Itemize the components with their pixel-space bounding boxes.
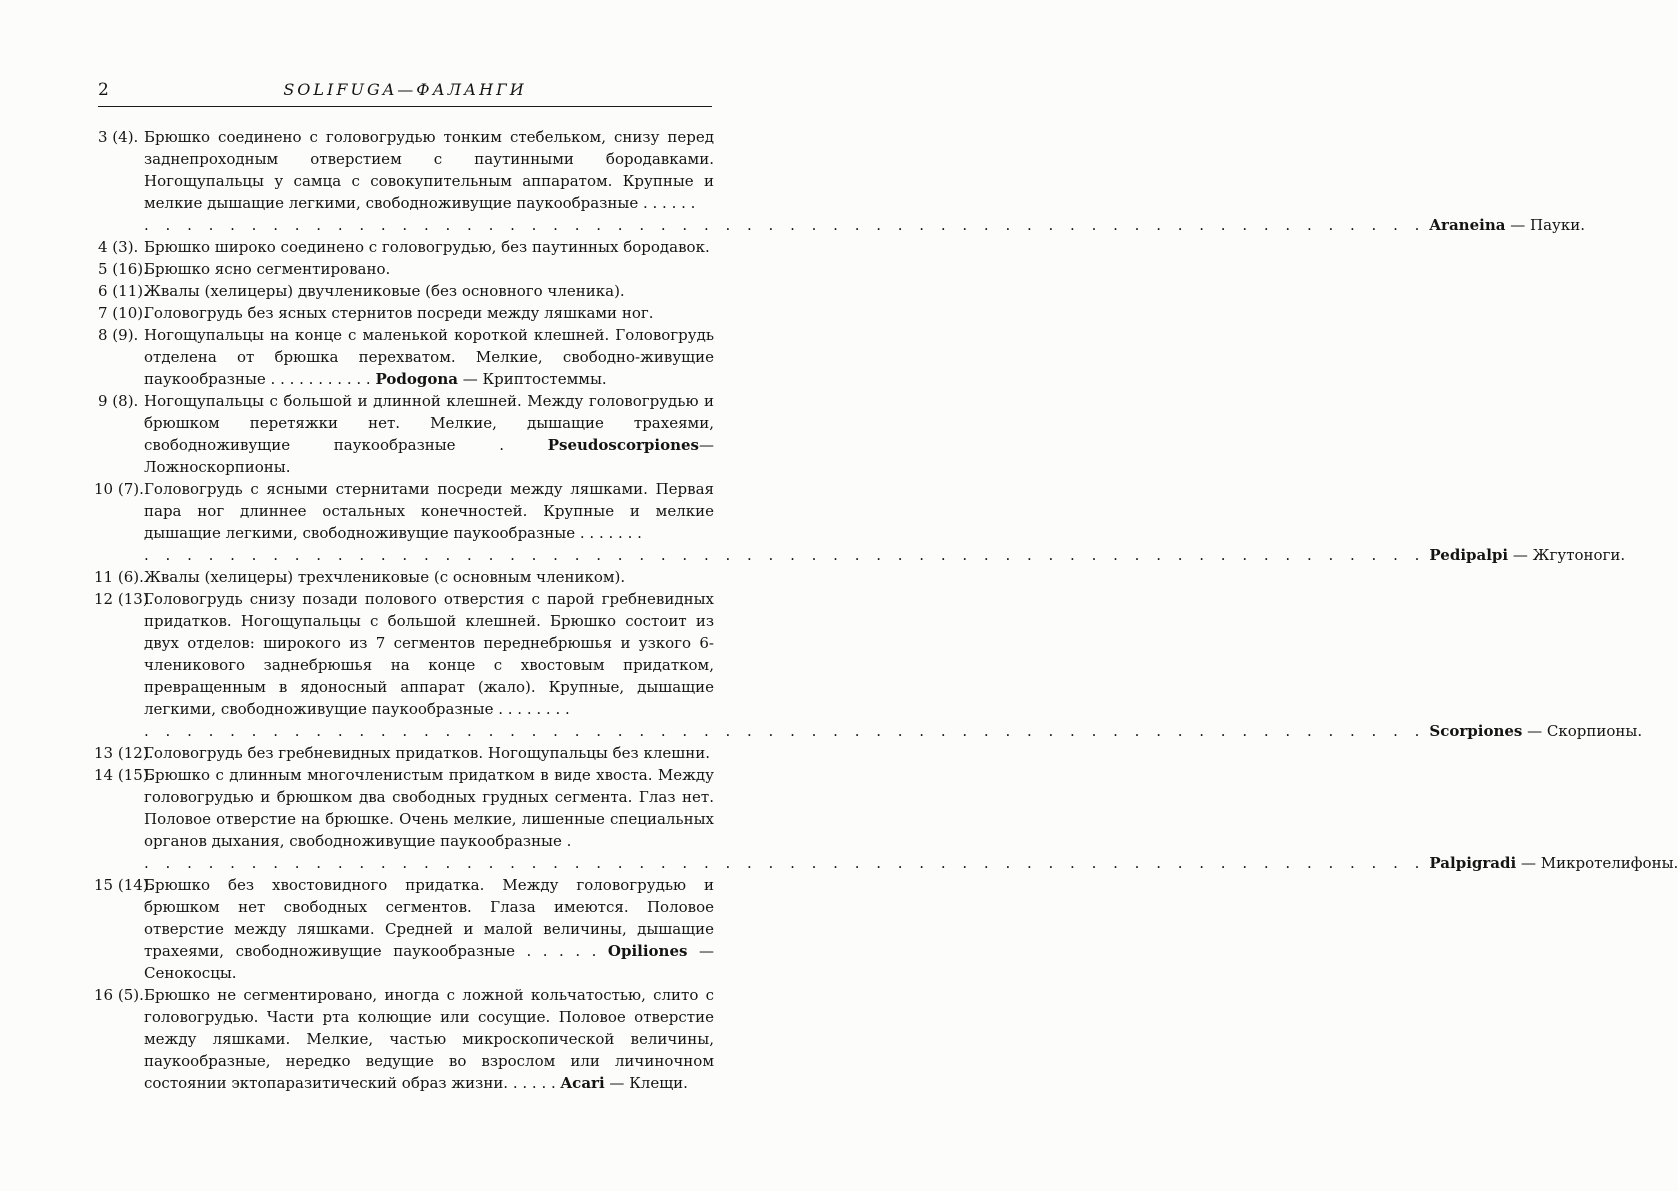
key-entry-13 [94,742,714,764]
entry-number: 15 (14). [94,876,154,894]
taxon-name: Scorpiones [1429,722,1523,740]
dot-leader: . . . . . . . . . . . . . . . . . . . . . . . . . . . . . . . . . . . . . . . . . . . . . . . . . . . . . . . . . . . . [144,722,1426,740]
taxon-common-name: Жгутоноги. [1532,546,1626,564]
taxon-name: Pedipalpi [1429,546,1509,564]
key-entry-8: 8 (9). Ногощупальцы на конце с маленькой короткой клешней. Головогрудь отделена от брюшка перехватом. Мелкие, свободно-живущие паукообразные . . . . . . . . . . . Podogona — Криптостеммы. [98,326,714,388]
key-entry-14 [94,764,1678,874]
page-number: 2 [98,80,109,100]
key-entry-16: 16 (5). Брюшко не сегментировано, иногда с ложной кольчатостью, слито с головогрудью. Части рта колющие или сосущие. Половое отверстие между ляшками. Мелкие, частью микроскопической величины, паукообразные, нередко ведущие во взрослом или личиночном состоянии эктопаразитический образ жизни. . . . . . Acari — Клещи. [94,986,714,1092]
entry-number: 12 (13). [94,590,154,608]
key-entry-5 [98,258,714,280]
entry-number: 13 (12). [94,744,154,762]
entry-text: Жвалы (хелицеры) трехчлениковые (с основным члеником). [144,568,626,586]
entry-number: 11 (6). [94,568,144,586]
taxon-name: Podogona [375,370,458,388]
key-entry-11 [94,566,714,588]
running-head: SOLIFUGA—ФАЛАНГИ [283,80,527,99]
taxon-line: . . . . . . . . . . . . . . . . . . . . . . . . . . . . . . . . . . . . . . . . . . . . . . . . . . . . . . . . . . . . Araneina — Пауки. [144,216,1585,234]
entry-number: 3 (4). [98,128,139,146]
key-entry-15: 15 (14). Брюшко без хвостовидного придатка. Между головогрудью и брюшком нет свободных сегментов. Глаза имеются. Половое отверстие между ляшками. Средней и малой величины, дышащие трахеями, свободноживущие паукообразные . . . . . Opiliones — Сенокосцы. [94,876,714,982]
taxon-common-name: Ложноскорпионы. [144,458,291,476]
key-entry-3 [98,126,1585,236]
entry-text: Головогрудь без ясных стернитов посреди между ляшками ног. [144,304,654,322]
entry-number: 5 (16). [98,260,148,278]
taxon-line: . . . . . . . . . . . . . . . . . . . . . . . . . . . . . . . . . . . . . . . . . . . . . . . . . . . . . . . . . . . . Scorpiones — Скорпионы. [144,722,1643,740]
taxon-name: Opiliones [607,942,688,960]
key-entry-6 [98,280,714,302]
taxon-common-name: Сенокосцы. [144,964,237,982]
entry-number: 14 (15). [94,766,154,784]
entry-text: Ногощупальцы с большой и длинной клешней. Между головогрудью и брюшком перетяжки нет. Мелкие, дышащие трахеями, свободноживущие паукообразные . [144,392,714,454]
taxon-line: . . . . . . . . . . . . . . . . . . . . . . . . . . . . . . . . . . . . . . . . . . . . . . . . . . . . . . . . . . . . Pedipalpi — Жгутоноги. [144,546,1626,564]
identification-key [94,126,1678,1094]
entry-text: Ногощупальцы на конце с маленькой короткой клешней. Головогрудь отделена от брюшка перехватом. Мелкие, свободно-живущие паукообразные . . . . . . . . . . . [144,326,714,388]
entry-number: 16 (5). [94,986,144,1004]
taxon-name: Pseudoscorpiones [547,436,699,454]
entry-text: Жвалы (хелицеры) двучлениковые (без основного членика). [144,282,625,300]
key-entry-12 [94,588,1643,742]
entry-number: 8 (9). [98,326,139,344]
entry-text: Головогрудь без гребневидных придатков. Ногощупальцы без клешни. [144,744,710,762]
taxon-common-name: Микротелифоны. [1540,854,1678,872]
entry-number: 4 (3). [98,238,139,256]
taxon-common-name: Пауки. [1530,216,1585,234]
key-entry-4 [98,236,714,258]
dot-leader: . . . . . . . . . . . . . . . . . . . . . . . . . . . . . . . . . . . . . . . . . . . . . . . . . . . . . . . . . . . . [144,216,1426,234]
taxon-name: Acari [560,1074,605,1092]
entry-text: Брюшко соединено с головогрудью тонким стебельком, снизу перед заднепроходным отверстием с паутинными бородавками. Ногощупальцы у самца с совокупительным аппаратом. Крупные и мелкие дышащие легкими, свободноживущие паукообразные . . . . . . [144,128,714,212]
entry-number: 7 (10). [98,304,148,322]
entry-text: Брюшко широко соединено с головогрудью, без паутинных бородавок. [144,238,710,256]
key-entry-10 [94,478,1626,566]
entry-number: 10 (7). [94,480,144,498]
header-rule [98,106,712,107]
entry-number: 6 (11). [98,282,148,300]
entry-number: 9 (8). [98,392,139,410]
taxon-common-name: Скорпионы. [1546,722,1643,740]
entry-text: Брюшко с длинным многочленистым придатком в виде хвоста. Между головогрудью и брюшком два свободных грудных сегмента. Глаз нет. Половое отверстие на брюшке. Очень мелкие, лишенные специальных органов дыхания, свободноживущие паукообразные . [144,766,714,850]
entry-text: Брюшко без хвостовидного придатка. Между головогрудью и брюшком нет свободных сегментов. Глаза имеются. Половое отверстие между ляшками. Средней и малой величины, дышащие трахеями, свободноживущие паукообразные . . . . . [144,876,714,960]
key-entry-9: 9 (8). Ногощупальцы с большой и длинной клешней. Между головогрудью и брюшком перетяжки нет. Мелкие, дышащие трахеями, свободноживущие паукообразные . Pseudoscorpiones—Ложноскорпионы. [98,392,714,476]
entry-text: Головогрудь снизу позади полового отверстия с парой гребневидных придатков. Ногощупальцы с большой клешней. Брюшко состоит из двух отделов: широкого из 7 сегментов переднебрюшья и узкого 6-членикового заднебрюшья на конце с хвостовым придатком, превращенным в ядоносный аппарат (жало). Крупные, дышащие легкими, свободноживущие паукообразные . . . . . . . . [144,590,714,718]
dot-leader: . . . . . . . . . . . . . . . . . . . . . . . . . . . . . . . . . . . . . . . . . . . . . . . . . . . . . . . . . . . . [144,854,1426,872]
key-entry-7 [98,302,714,324]
entry-text: Головогрудь с ясными стернитами посреди между ляшками. Первая пара ног длиннее остальных конечностей. Крупные и мелкие дышащие легкими, свободноживущие паукообразные . . . . . . . [144,480,714,542]
taxon-common-name: Клещи. [629,1074,688,1092]
dot-leader: . . . . . . . . . . . . . . . . . . . . . . . . . . . . . . . . . . . . . . . . . . . . . . . . . . . . . . . . . . . . [144,546,1426,564]
taxon-line: . . . . . . . . . . . . . . . . . . . . . . . . . . . . . . . . . . . . . . . . . . . . . . . . . . . . . . . . . . . . Palpigradi — Микротелифоны. [144,854,1678,872]
taxon-name: Araneina [1429,216,1506,234]
entry-text: Брюшко не сегментировано, иногда с ложной кольчатостью, слито с головогрудью. Части рта колющие или сосущие. Половое отверстие между ляшками. Мелкие, частью микроскопической величины, паукообразные, нередко ведущие во взрослом или личиночном состоянии эктопаразитический образ жизни. . . . . . [144,986,714,1092]
taxon-common-name: Криптостеммы. [482,370,607,388]
taxon-name: Palpigradi [1429,854,1517,872]
entry-text: Брюшко ясно сегментировано. [144,260,391,278]
